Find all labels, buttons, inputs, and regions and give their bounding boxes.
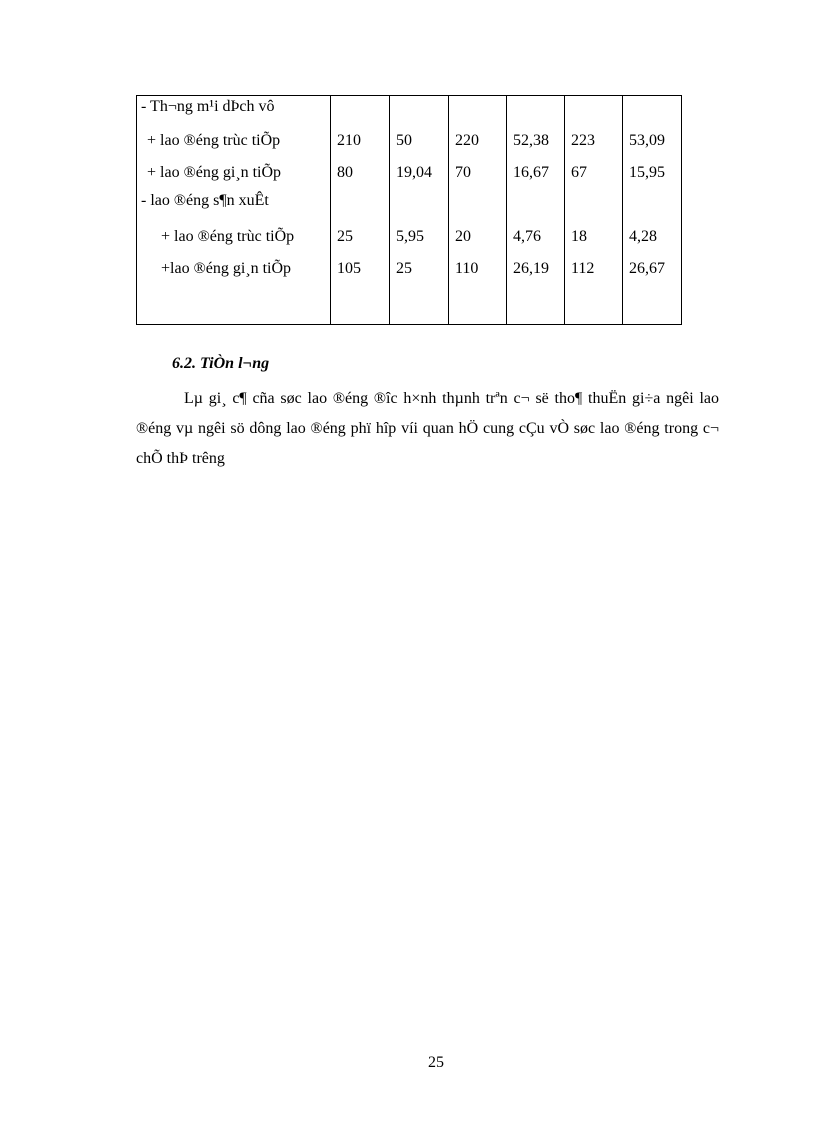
table-cell xyxy=(507,96,565,125)
table-cell xyxy=(565,96,623,125)
table-cell: 26,19 xyxy=(507,252,565,284)
table-row xyxy=(137,96,682,125)
table-cell xyxy=(623,188,682,220)
table-row xyxy=(137,124,682,156)
table-cell: 15,95 xyxy=(623,156,682,188)
table-cell: 50 xyxy=(390,124,449,156)
table-cell: 105 xyxy=(331,252,390,284)
row-label: - Th¬ng m¹i dÞch vô xyxy=(137,96,331,125)
table-cell xyxy=(331,188,390,220)
table-cell: 20 xyxy=(449,220,507,252)
table-cell: 210 xyxy=(331,124,390,156)
table-row xyxy=(137,156,682,188)
table-row xyxy=(137,252,682,284)
table-row xyxy=(137,220,682,252)
table-cell: 18 xyxy=(565,220,623,252)
row-label: + lao ®éng trùc tiÕp xyxy=(137,220,331,252)
table-cell: 80 xyxy=(331,156,390,188)
table-cell: 5,95 xyxy=(390,220,449,252)
table-cell xyxy=(449,188,507,220)
table-cell: 53,09 xyxy=(623,124,682,156)
table-cell: 112 xyxy=(565,252,623,284)
table-cell: 25 xyxy=(331,220,390,252)
table-cell: 4,28 xyxy=(623,220,682,252)
table-cell xyxy=(390,188,449,220)
table-row-empty xyxy=(137,284,682,325)
table-cell xyxy=(331,96,390,125)
row-label: + lao ®éng gi¸n tiÕp xyxy=(137,156,331,188)
table-cell: 70 xyxy=(449,156,507,188)
table-cell xyxy=(449,96,507,125)
row-label: + lao ®éng trùc tiÕp xyxy=(137,124,331,156)
body-paragraph xyxy=(136,384,719,474)
table-cell xyxy=(390,96,449,125)
table-cell: 67 xyxy=(565,156,623,188)
table-cell: 220 xyxy=(449,124,507,156)
row-label: +lao ®éng gi¸n tiÕp xyxy=(137,252,331,284)
table-cell: 25 xyxy=(390,252,449,284)
table-cell: 4,76 xyxy=(507,220,565,252)
table-cell: 26,67 xyxy=(623,252,682,284)
paragraph-text: Lµ gi¸ c¶ cña søc lao ®éng ®îc h×nh thµnh trªn c¬ së tho¶ thuËn gi÷a ngêi lao ®éng vµ ngêi sö dông lao ®éng phï hîp víi quan hÖ cung cÇu vÒ søc lao ®éng trong c¬ chÕ thÞ trêng xyxy=(136,390,719,467)
table-cell xyxy=(565,188,623,220)
table-row xyxy=(137,188,682,220)
table-cell: 110 xyxy=(449,252,507,284)
table-cell xyxy=(507,188,565,220)
table-cell: 19,04 xyxy=(390,156,449,188)
table-cell: 52,38 xyxy=(507,124,565,156)
section-heading: 6.2. TiÒn l¬ng xyxy=(172,355,270,372)
labor-statistics-table xyxy=(136,95,682,325)
table-cell xyxy=(623,96,682,125)
row-label: - lao ®éng s¶n xuÊt xyxy=(137,188,331,220)
page-number: 25 xyxy=(428,1054,444,1071)
table-cell: 223 xyxy=(565,124,623,156)
table-cell: 16,67 xyxy=(507,156,565,188)
